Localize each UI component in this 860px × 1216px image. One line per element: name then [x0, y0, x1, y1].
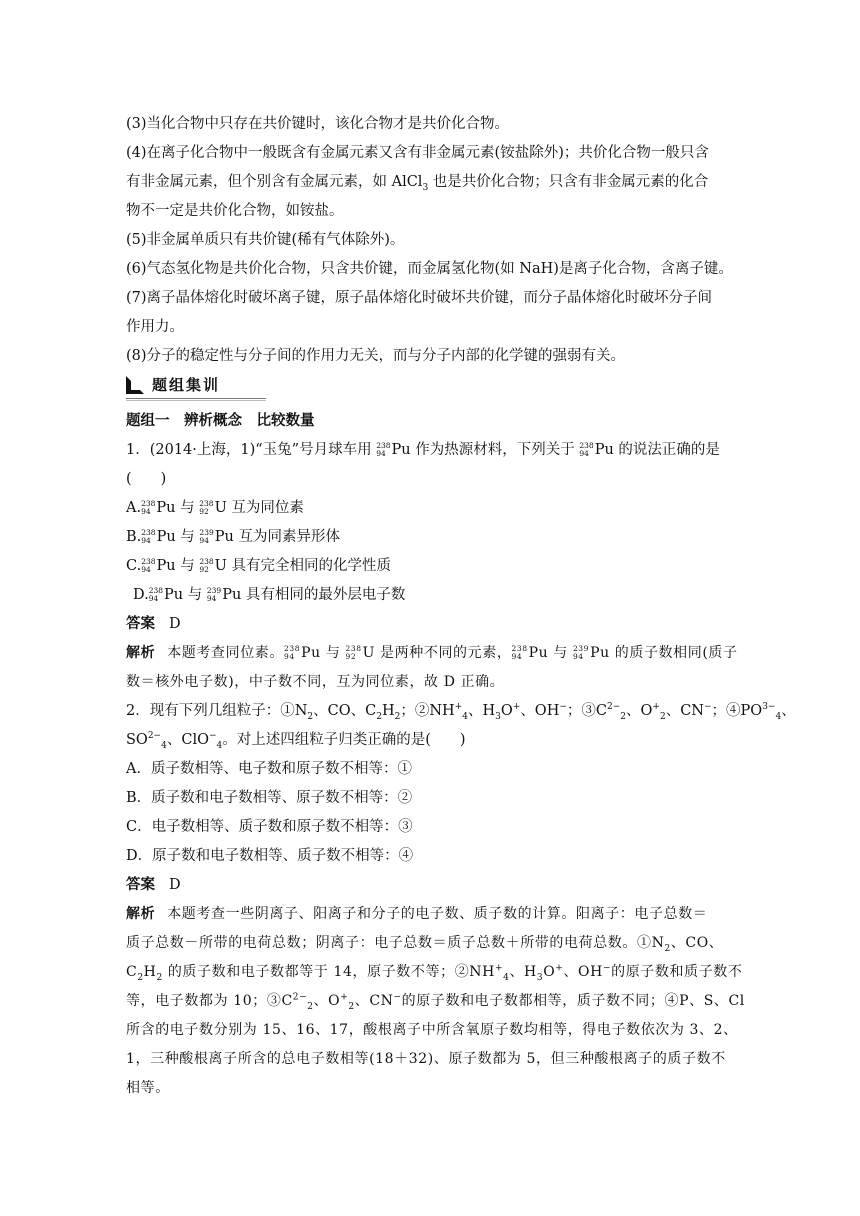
q2-explanation-2: 质子总数－所带的电荷总数；阴离子：电子总数＝质子总数＋所带的电荷总数。$①N_2$、CO、	[126, 935, 724, 954]
section-header	[126, 371, 746, 401]
q1-explanation-1: 解析 本题考查同位素。238 94 Pu 与 238 92 U 是两种不同的元素，238 94 Pu 与 239 94 Pu 的质子数相同(质子	[126, 644, 738, 661]
q2-answer: 答案 D	[126, 877, 181, 893]
q2-explanation-7: 相等。	[126, 1080, 170, 1096]
section-title: 题组集训	[152, 376, 221, 394]
note-5: (5)非金属单质只有共价键(稀有气体除外)。	[126, 232, 405, 248]
q2-stem-2: $SO^{2-}_4$、ClO−$_4$。对上述四组粒子归类正确的是( )	[126, 731, 466, 751]
q2-option-a: A．质子数相等、电子数和原子数不相等：①	[126, 761, 412, 777]
q2-option-b: B．质子数和电子数相等、原子数不相等：②	[126, 790, 413, 806]
q1-option-a: A.238 94 Pu 与 238 92 U 互为同位素	[126, 499, 304, 516]
q1-option-c: C.238 94 Pu 与 238 92 U 具有完全相同的化学性质	[126, 557, 392, 574]
q2-explanation-4: 等，电子数都为 10；$③C^{2-}_2$、$O^+_2$、CN−的原子数和电子数都相等，质子数不同；④P、S、Cl	[126, 992, 745, 1012]
note-4-line-2: 有非金属元素，但个别含有金属元素，如 AlCl$_3$ 也是共价化合物；只含有非金属元素的化合	[126, 174, 709, 193]
q2-stem-1: 2．现有下列几组粒子：$①N_2$、CO、$C_2H_2$；$②NH^+_4$、$H_3O^+$、OH−；$③C^{2-}_2$、$O^+_2$、CN−；$④PO^{3-}_4$、	[126, 702, 796, 722]
q2-explanation-3: $C_2H_2$ 的质子数和电子数都等于 14，原子数不等；$②NH^+_4$、$H_3O^+$、OH−的原子数和质子数不	[126, 963, 743, 983]
q1-option-b: B.238 94 Pu 与 239 94 Pu 互为同素异形体	[126, 528, 340, 545]
q1-option-d: D.238 94 Pu 与 239 94 Pu 具有相同的最外层电子数	[133, 586, 406, 603]
q1-explanation-2: 数＝核外电子数)，中子数不同，互为同位素，故 D 正确。	[126, 674, 505, 690]
note-7-line-1: (7)离子晶体熔化时破坏离子键，原子晶体熔化时破坏共价键，而分子晶体熔化时破坏分子间	[126, 290, 713, 306]
document-content	[126, 110, 796, 1103]
q2-explanation-1: 解析 本题考查一些阴离子、阳离子和分子的电子数、质子数的计算。阳离子：电子总数＝	[126, 906, 708, 922]
q1-answer: 答案 D	[126, 616, 181, 632]
note-3: (3)当化合物中只存在共价键时，该化合物才是共价化合物。	[126, 116, 510, 132]
q1-paren: ( )	[126, 471, 167, 487]
group-heading: 题组一 辨析概念 比较数量	[126, 413, 315, 429]
note-6: (6)气态氢化物是共价化合物，只含共价键，而金属氢化物(如 NaH)是离子化合物，含离子键。	[126, 261, 733, 277]
q1-stem: 1．(2014·上海，1)“玉兔”号月球车用 238 94 Pu 作为热源材料，下列关于 238 94 Pu 的说法正确的是	[126, 441, 720, 458]
section-rule	[126, 398, 266, 399]
note-4-line-3: 物不一定是共价化合物，如铵盐。	[126, 203, 344, 219]
note-7-line-2: 作用力。	[126, 319, 184, 335]
q2-option-d: D．原子数和电子数相等、质子数不相等：④	[126, 848, 414, 864]
q2-option-c: C．电子数相等、质子数和原子数不相等：③	[126, 819, 413, 835]
q2-explanation-5: 所含的电子数分别为 15、16、17，酸根离子中所含氧原子数均相等，得电子数依次为 3、2、	[126, 1022, 738, 1038]
note-4-line-1: (4)在离子化合物中一般既含有金属元素又含有非金属元素(铵盐除外)；共价化合物一般只含	[126, 145, 709, 161]
isotope-notation: 238 94	[376, 441, 391, 458]
q2-explanation-6: 1，三种酸根离子所含的总电子数相等(18＋32)、原子数都为 5，但三种酸根离子的质子数不	[126, 1051, 726, 1067]
note-8: (8)分子的稳定性与分子间的作用力无关，而与分子内部的化学键的强弱有关。	[126, 348, 626, 364]
